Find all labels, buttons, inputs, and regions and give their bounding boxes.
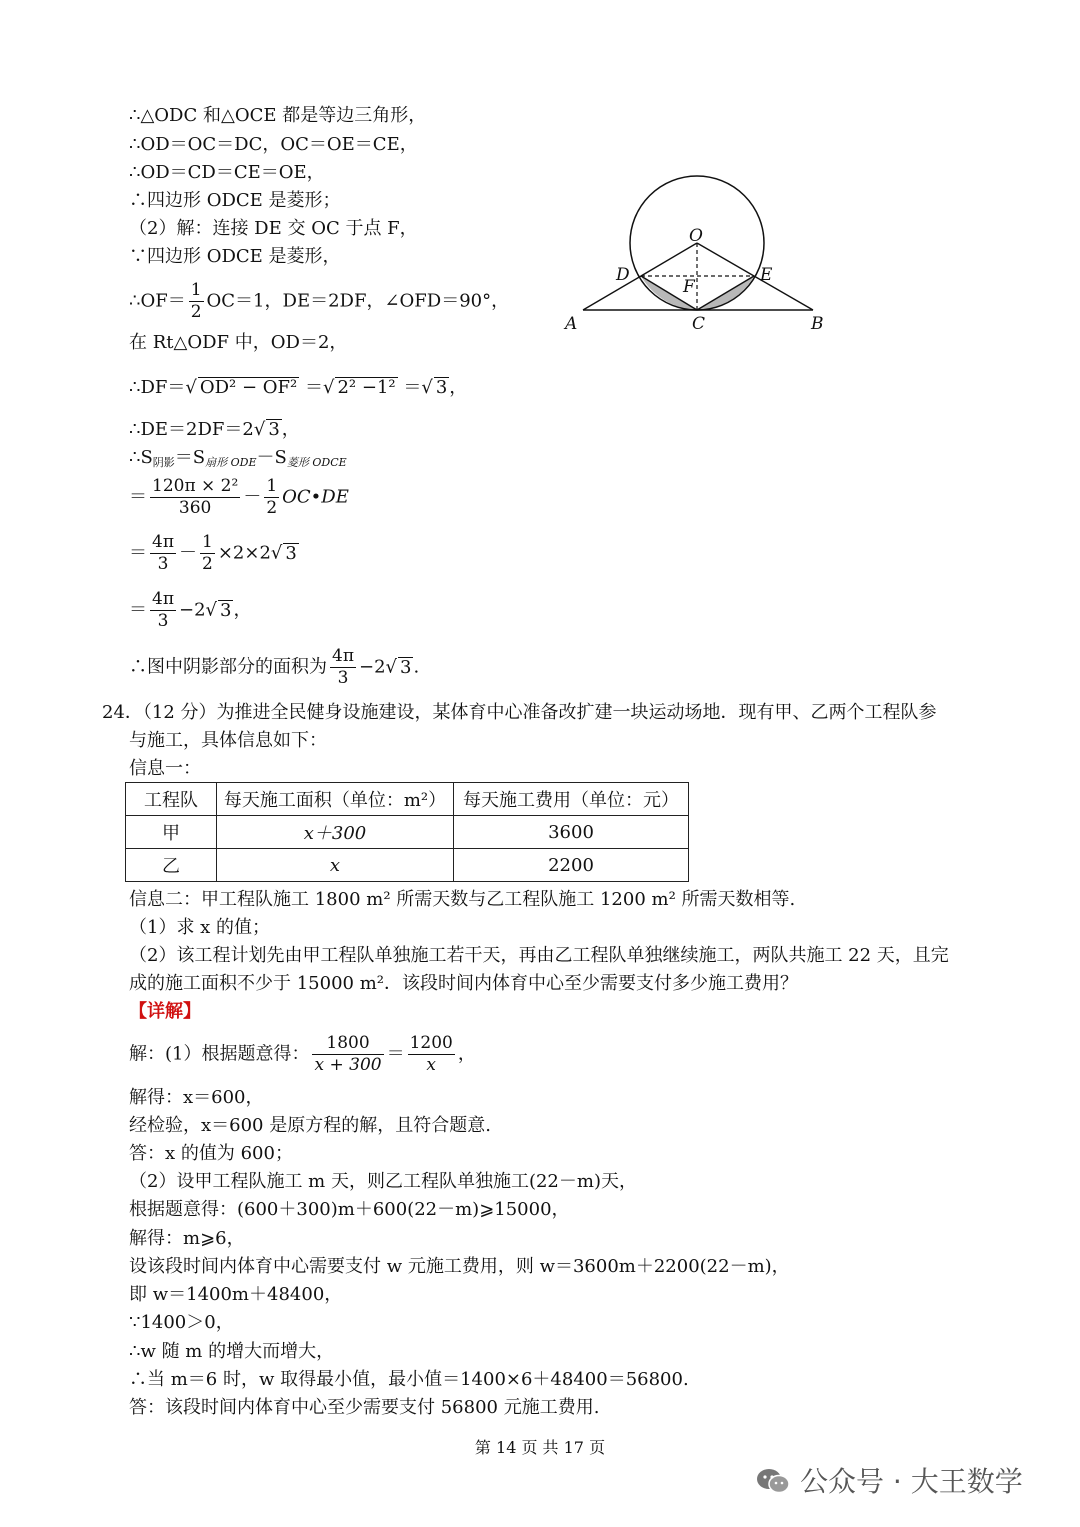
question-24-line1: 24．（12 分）为推进全民健身设施建设，某体育中心准备改扩建一块运动场地．现有甲、乙两个工程队参 xyxy=(102,702,937,723)
text: ∴图中阴影部分的面积为 xyxy=(129,656,327,678)
solution-line-df xyxy=(129,376,467,400)
fraction-1800 xyxy=(312,1033,383,1076)
solution-line xyxy=(129,589,251,632)
subscript: 扇形 ODE xyxy=(205,456,257,469)
label-a: A xyxy=(565,314,578,334)
text: ＝S xyxy=(174,447,206,468)
geometry-figure xyxy=(555,170,845,340)
text: ＝ xyxy=(129,486,147,508)
table-cell: 甲 xyxy=(126,816,217,849)
info-two: 信息二：甲工程队施工 1800 m² 所需天数与乙工程队施工 1200 m² 所需天数相等. xyxy=(129,889,796,910)
numerator: 1200 xyxy=(409,1033,453,1053)
subscript: 阴影 xyxy=(152,456,175,469)
text: . xyxy=(413,656,420,678)
denominator: 2 xyxy=(202,554,213,574)
text: OC＝1，DE＝2DF，∠OFD＝90°， xyxy=(206,290,510,312)
subscript: 菱形 ODCE xyxy=(286,456,347,469)
text: ∴OF＝ xyxy=(129,290,186,312)
answer-line: 根据题意得：(600＋300)m＋600(22－m)⩾15000， xyxy=(129,1199,570,1220)
fraction-1200 xyxy=(408,1033,455,1076)
table-header-cell: 每天施工费用（单位：元） xyxy=(454,783,689,816)
answer-line: 经检验，x＝600 是原方程的解，且符合题意. xyxy=(129,1115,491,1136)
text: ∴S xyxy=(129,447,153,468)
fraction-sector xyxy=(150,476,240,519)
table-row xyxy=(126,849,689,882)
answer-line: 设该段时间内体育中心需要支付 w 元施工费用，则 w＝3600m＋2200(22－m)， xyxy=(129,1256,790,1277)
text: −2 xyxy=(359,656,386,678)
fraction-half xyxy=(189,280,204,323)
radicand: 3 xyxy=(400,656,412,678)
label-d: D xyxy=(616,265,630,285)
numerator: 1 xyxy=(266,476,278,496)
answer-line: 答：x 的值为 600； xyxy=(129,1143,293,1164)
text: － xyxy=(243,486,262,508)
numerator: 4π xyxy=(152,532,174,552)
answer-line: 答：该段时间内体育中心至少需要支付 56800 元施工费用. xyxy=(129,1397,600,1418)
fraction-four-pi-thirds xyxy=(150,589,176,632)
table-cell: 2200 xyxy=(454,849,689,882)
fraction-four-pi-thirds xyxy=(330,646,356,689)
table-header-row xyxy=(126,783,689,816)
wechat-icon xyxy=(756,1467,790,1495)
text: ， xyxy=(233,599,252,621)
fraction-four-pi-thirds xyxy=(150,532,176,575)
solution-line: （2）解：连接 DE 交 OC 于点 F， xyxy=(129,218,418,239)
text: ， xyxy=(281,419,300,440)
label-f: F xyxy=(683,277,695,297)
text: ＝ xyxy=(386,1043,405,1065)
radicand: 3 xyxy=(435,377,448,398)
detail-heading: 【详解】 xyxy=(129,1001,201,1022)
solution-line-de xyxy=(129,418,300,442)
answer-line: ∴当 m＝6 时，w 取得最小值，最小值＝1400×6＋48400＝56800. xyxy=(129,1369,689,1390)
page-footer: 第 14 页 共 17 页 xyxy=(474,1438,606,1457)
denominator: 3 xyxy=(157,611,169,631)
text: －S xyxy=(256,447,287,468)
segment-od xyxy=(641,243,697,276)
fraction-half xyxy=(200,532,215,575)
answer-line: 即 w＝1400m＋48400， xyxy=(129,1284,343,1305)
tangent-ad xyxy=(583,276,641,310)
watermark-text: 公众号 · 大王数学 xyxy=(800,1465,1023,1498)
label-b: B xyxy=(811,314,824,334)
label-c: C xyxy=(692,314,706,334)
info-one-label: 信息一： xyxy=(129,758,201,779)
denominator: x + 300 xyxy=(314,1055,382,1075)
segment-oe xyxy=(697,243,754,276)
info-table xyxy=(125,782,689,882)
solution-conclusion xyxy=(129,646,419,689)
text: OC•DE xyxy=(282,486,349,508)
text: ， xyxy=(449,377,468,398)
answer-line: ∵1400＞0， xyxy=(129,1312,234,1333)
part-1: （1）求 x 的值； xyxy=(129,917,271,938)
text: ∴DF＝ xyxy=(129,377,186,398)
watermark xyxy=(756,1460,1023,1500)
text: ∴DE＝2DF＝2 xyxy=(129,419,254,440)
numerator: 120π × 2² xyxy=(152,476,239,496)
solution-line: ∴OD＝CD＝CE＝OE， xyxy=(129,162,325,183)
sqrt-symbol: √ xyxy=(205,599,218,621)
answer-line: 解得：m⩾6， xyxy=(129,1228,245,1249)
sqrt-symbol: √ xyxy=(270,542,283,564)
text: － xyxy=(179,542,197,564)
solution-line-of xyxy=(129,280,509,323)
segment-ce xyxy=(697,276,754,310)
table-cell: x＋300 xyxy=(217,816,454,849)
fraction-half xyxy=(264,476,279,519)
radicand: 2² −1² xyxy=(337,377,396,398)
text: ×2×2 xyxy=(217,542,271,564)
text: ， xyxy=(457,1043,476,1065)
numerator: 1 xyxy=(190,280,202,300)
numerator: 4π xyxy=(152,589,174,609)
label-e: E xyxy=(760,265,773,285)
radicand: 3 xyxy=(268,419,280,440)
text: ＝ xyxy=(129,542,147,564)
question-24-line2: 与施工，具体信息如下： xyxy=(129,730,327,751)
sqrt-symbol: √ xyxy=(185,377,197,398)
radicand: 3 xyxy=(220,599,232,621)
sqrt-symbol: √ xyxy=(253,419,266,440)
table-row xyxy=(126,816,689,849)
table-header-cell: 每天施工面积（单位：m²） xyxy=(217,783,454,816)
table-cell: 乙 xyxy=(126,849,217,882)
solution-line-area xyxy=(129,446,347,475)
numerator: 1 xyxy=(202,532,213,552)
answer-line: （2）设甲工程队施工 m 天，则乙工程队单独施工(22－m)天， xyxy=(129,1171,637,1192)
sqrt-symbol: √ xyxy=(421,377,433,398)
answer-line: ∴w 随 m 的增大而增大， xyxy=(129,1341,335,1362)
denominator: x xyxy=(426,1055,436,1075)
solution-line: ∴四边形 ODCE 是菱形； xyxy=(129,190,341,211)
sqrt-symbol: √ xyxy=(385,656,398,678)
denominator: 2 xyxy=(190,302,202,322)
solution-line: ∵四边形 ODCE 是菱形， xyxy=(129,246,341,267)
solution-line: ∴OD＝OC＝DC，OC＝OE＝CE， xyxy=(129,134,418,155)
text: −2 xyxy=(179,599,206,621)
solution-line xyxy=(129,532,299,575)
text: ＝ xyxy=(305,377,323,398)
text: 解：(1）根据题意得： xyxy=(129,1043,310,1065)
solution-line: 在 Rt△ODF 中，OD＝2， xyxy=(129,332,348,353)
denominator: 2 xyxy=(266,498,278,518)
label-o: O xyxy=(689,226,703,246)
text: ＝ xyxy=(129,599,147,621)
denominator: 3 xyxy=(157,554,169,574)
radicand: 3 xyxy=(285,542,297,564)
table-header-cell: 工程队 xyxy=(126,783,217,816)
table-cell: 3600 xyxy=(454,816,689,849)
sqrt-symbol: √ xyxy=(323,377,335,398)
denominator: 3 xyxy=(337,668,349,688)
numerator: 1800 xyxy=(312,1033,383,1055)
denominator: 360 xyxy=(178,498,212,518)
part-2-line1: （2）该工程计划先由甲工程队单独施工若干天，再由乙工程队单独继续施工，两队共施工 22 天，且完 xyxy=(129,945,949,966)
part-2-line2: 成的施工面积不少于 15000 m²．该段时间内体育中心至少需要支付多少施工费用？ xyxy=(129,973,798,994)
numerator: 4π xyxy=(332,646,354,666)
answer-line: 解得：x＝600， xyxy=(129,1087,264,1108)
solution-line: ∴△ODC 和△OCE 都是等边三角形， xyxy=(129,105,427,126)
text: ＝ xyxy=(403,377,422,398)
radicand: OD² − OF² xyxy=(199,377,298,398)
table-cell: x xyxy=(217,849,454,882)
answer-equation xyxy=(129,1033,476,1076)
solution-line-sector xyxy=(129,476,349,519)
